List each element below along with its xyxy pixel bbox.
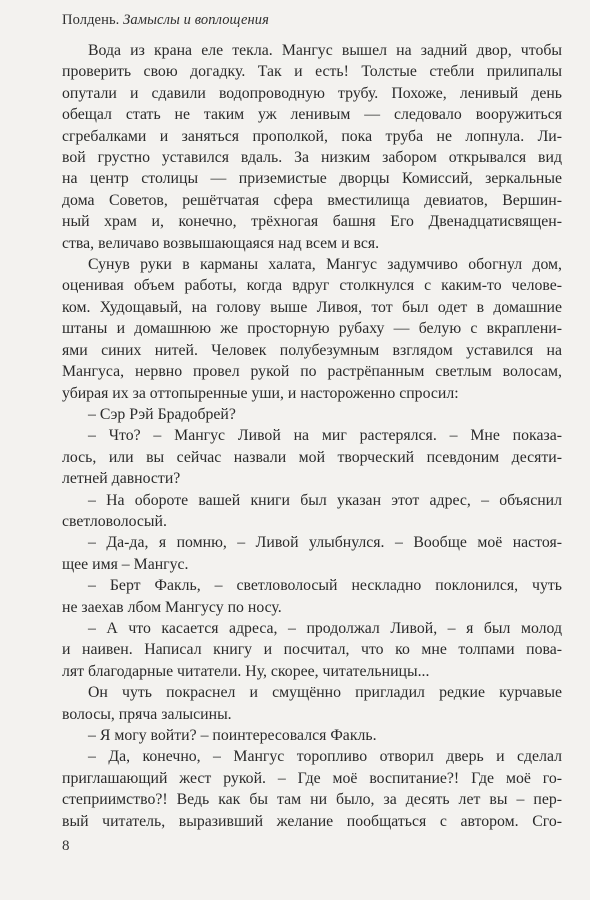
text-line: ком. Худощавый, на голову выше Ливоя, тот был одет в домашние <box>62 298 562 316</box>
paragraph <box>62 532 562 575</box>
text-line: лят благодарные читатели. Ну, скорее, читательницы... <box>62 662 430 680</box>
text-line: Вода из крана еле текла. Мангус вышел на задний двор, чтобы <box>88 42 562 59</box>
text-line: Мангуса, нервно провел рукой по растрёпанным светлым волосам, <box>62 363 562 381</box>
text-line: дома Советов, решётчатая сфера вместилища девиатов, Вершин- <box>62 191 562 209</box>
paragraph <box>62 40 562 254</box>
text-line: светловолосый. <box>62 512 167 530</box>
running-header <box>62 12 269 29</box>
text-line: ный храм и, конечно, трёхногая башня Его Двенадцатисвящен- <box>62 213 562 231</box>
paragraph <box>62 425 562 489</box>
text-line: не заехав лбом Мангусу по носу. <box>62 598 282 616</box>
text-line: Сунув руки в карманы халата, Мангус задумчиво обогнул дом, <box>88 256 562 274</box>
paragraph <box>62 575 562 618</box>
page-body <box>62 40 562 832</box>
text-line: щее имя – Мангус. <box>62 555 189 573</box>
text-line: Он чуть покраснел и смущённо пригладил редкие курчавые <box>88 684 562 702</box>
paragraph <box>62 618 562 682</box>
text-line: – На обороте вашей книги был указан этот адрес, – объяснил <box>88 491 562 509</box>
text-line: – Да, конечно, – Мангус торопливо отворил дверь и сделал <box>88 748 562 766</box>
text-line: убирая их за оттопыренные уши, и настороженно спросил: <box>62 384 459 402</box>
paragraph <box>62 490 562 533</box>
text-line: – Берт Факль, – светловолосый нескладно поклонился, чуть <box>88 577 562 595</box>
paragraph <box>62 404 562 425</box>
header-subtitle: Замыслы и воплощения <box>123 12 269 28</box>
text-line: – Да-да, я помню, – Ливой улыбнулся. – Вообще моё настоя- <box>88 534 562 552</box>
paragraph <box>62 682 562 725</box>
text-line: на центр столицы — приземистые дворцы Комиссий, зеркальные <box>62 170 562 188</box>
text-line: опутали и сдавили водопроводную трубу. Похоже, ленивый день <box>62 84 562 102</box>
text-line: проверить свою догадку. Так и есть! Толстые стебли прилипалы <box>62 63 562 81</box>
paragraph <box>62 254 562 404</box>
paragraph <box>62 746 562 832</box>
text-line: оценивая объем работы, когда вдруг столкнулся с каким-то челове- <box>62 277 562 295</box>
text-line: степриимство?! Ведь как бы там ни было, за десять лет вы – пер- <box>62 791 562 809</box>
text-line: волосы, пряча залысины. <box>62 705 232 723</box>
paragraph <box>62 725 562 746</box>
header-title: Полдень. <box>62 12 120 28</box>
page-number: 8 <box>62 838 70 854</box>
text-line: и наивен. Написал книгу и посчитал, что ко мне толпами пова- <box>62 641 562 659</box>
text-line: – Я могу войти? – поинтересовался Факль. <box>88 727 377 744</box>
text-line: сгребалками и заняться прополкой, пока труба не лопнула. Ли- <box>62 127 562 145</box>
text-line: штаны и домашнюю же просторную рубаху — белую с вкраплени- <box>62 320 562 338</box>
text-line: ства, величаво возвышающаяся над всем и вся. <box>62 234 380 252</box>
text-line: вый читатель, выразивший желание пообщаться с автором. Сго- <box>62 812 562 830</box>
text-line: – А что касается адреса, – продолжал Ливой, – я был молод <box>88 619 562 637</box>
text-line: лось, или вы сейчас назвали мой творческий псевдоним десяти- <box>62 448 562 466</box>
text-line: ями синих нитей. Человек полубезумным взглядом уставился на <box>62 341 562 359</box>
text-line: – Сэр Рэй Брадобрей? <box>88 405 236 423</box>
text-line: приглашающий жест рукой. – Где моё воспитание?! Где моё го- <box>62 769 562 787</box>
text-line: летней давности? <box>62 470 181 488</box>
text-line: вой грустно уставился вдаль. За низким забором открывался вид <box>62 149 562 167</box>
text-line: – Что? – Мангус Ливой на миг растерялся. – Мне показа- <box>88 427 562 445</box>
text-line: обещал стать не таким уж ленивым — следовало вооружиться <box>62 106 562 124</box>
